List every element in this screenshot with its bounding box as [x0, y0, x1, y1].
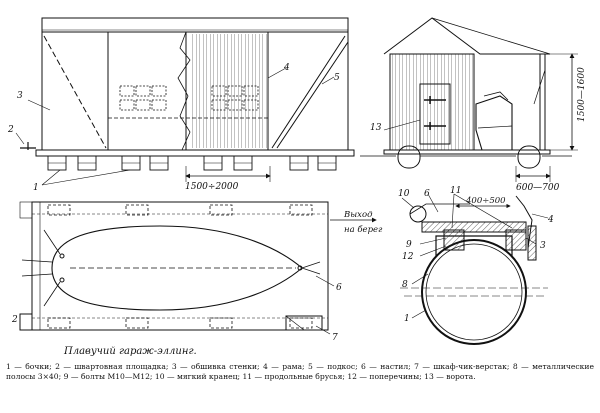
exit-label-line2: на берег [344, 225, 383, 235]
label-6-section: 6 [424, 189, 430, 199]
label-9: 9 [406, 240, 412, 250]
dimension-overhang: 600—700 [516, 183, 560, 193]
label-5: 5 [334, 73, 340, 83]
plan-outline [32, 202, 328, 330]
dimension-height: 1500—1600 [577, 67, 587, 122]
label-4: 4 [284, 63, 290, 73]
boat-stern [476, 96, 512, 150]
label-6-plan: 6 [336, 283, 342, 293]
label-11: 11 [450, 186, 462, 196]
label-13: 13 [370, 123, 382, 133]
barrel-front [518, 146, 540, 168]
label-12: 12 [402, 252, 414, 262]
soft-fender [410, 206, 426, 222]
label-1-section: 1 [404, 314, 410, 324]
label-10: 10 [398, 189, 410, 199]
dimension-beam-spacing: 400÷500 [466, 196, 506, 206]
label-8: 8 [402, 280, 408, 290]
front-view [360, 18, 578, 182]
figure-legend: 1 — бочки; 2 — швартовная площадка; 3 — обшивка стенки; 4 — рама; 5 — подкос; 6 — настил; 7 — шкаф-чик-верстак; 8 — металлические полосы 3×40; 9 — болты М10—М12; 10 — мягкий кранец; 11 — продольные брусья; 12 — поперечины; 13 — ворота. [6, 362, 594, 382]
label-2: 2 [8, 125, 14, 135]
label-7: 7 [332, 333, 338, 343]
plan-view [20, 202, 376, 334]
dimension-side-length: 1500÷2000 [185, 182, 239, 192]
exit-label-line1: Выход [344, 210, 373, 220]
side-elevation-view [16, 18, 354, 185]
section-detail [400, 194, 548, 344]
figure-title: Плавучий гараж-эллинг. [64, 346, 197, 357]
barrel-section [422, 240, 526, 344]
gable-roof [384, 18, 550, 54]
label-3: 3 [17, 91, 23, 101]
label-2-plan: 2 [12, 315, 18, 325]
label-3-section: 3 [540, 241, 546, 251]
label-1: 1 [33, 183, 39, 193]
label-4-section: 4 [548, 215, 554, 225]
